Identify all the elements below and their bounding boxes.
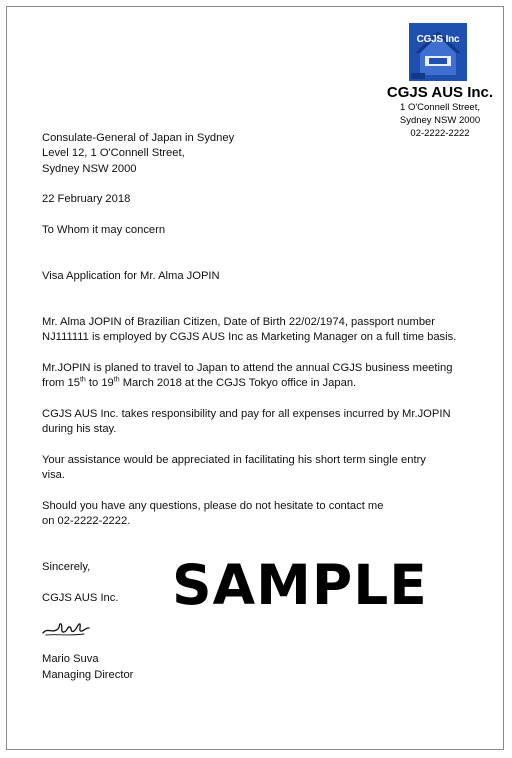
logo-text: CGJS Inc <box>416 34 460 45</box>
company-address-line1: 1 O'Connell Street, <box>400 102 480 113</box>
signer-name: Mario Suva <box>42 653 99 665</box>
recipient-line3: Sydney NSW 2000 <box>42 163 137 175</box>
paragraph-2-line2 <box>42 376 356 392</box>
signature-icon <box>40 618 92 640</box>
paragraph-5-line1: Should you have any questions, please do not hesitate to contact me <box>42 500 384 512</box>
recipient-line2: Level 12, 1 O'Connell Street, <box>42 147 185 159</box>
company-address <box>384 101 496 140</box>
company-phone: 02-2222-2222 <box>410 128 470 139</box>
p2-sup2: th <box>113 376 120 384</box>
paragraph-1-line1: Mr. Alma JOPIN of Brazilian Citizen, Date of Birth 22/02/1974, passport number <box>42 316 435 328</box>
closing-company: CGJS AUS Inc. <box>42 592 119 604</box>
letter-date: 22 February 2018 <box>42 193 131 205</box>
signer-title: Managing Director <box>42 669 134 681</box>
paragraph-3-line1: CGJS AUS Inc. takes responsibility and pay for all expenses incurred by Mr.JOPIN <box>42 408 451 420</box>
p2-rest: March 2018 at the CGJS Tokyo office in Japan. <box>119 377 357 389</box>
p2-sup1: th <box>79 376 86 384</box>
salutation: To Whom it may concern <box>42 224 166 236</box>
paragraph-4-line1: Your assistance would be appreciated in facilitating his short term single entry <box>42 454 426 466</box>
house-logo-icon <box>409 23 467 81</box>
company-logo <box>409 23 467 81</box>
paragraph-1-line2: NJ111111 is employed by CGJS AUS Inc as Marketing Manager on a full time basis. <box>42 331 457 343</box>
paragraph-3-line2: during his stay. <box>42 423 117 435</box>
paragraph-5-line2: on 02-2222-2222. <box>42 515 131 527</box>
closing-sincerely: Sincerely, <box>42 561 91 573</box>
p2-from: from 15 <box>42 377 80 389</box>
paragraph-4-line2: visa. <box>42 469 66 481</box>
handwritten-signature <box>40 618 92 645</box>
company-address-line2: Sydney NSW 2000 <box>399 115 481 126</box>
recipient-line1: Consulate-General of Japan in Sydney <box>42 132 235 144</box>
company-name: CGJS AUS Inc. <box>386 84 494 101</box>
paragraph-2-line1: Mr.JOPIN is planed to travel to Japan to attend the annual CGJS business meeting <box>42 362 453 374</box>
p2-to: to 19 <box>85 377 114 389</box>
subject-line: Visa Application for Mr. Alma JOPIN <box>42 270 220 282</box>
sample-watermark: SAMPLE <box>172 553 428 617</box>
